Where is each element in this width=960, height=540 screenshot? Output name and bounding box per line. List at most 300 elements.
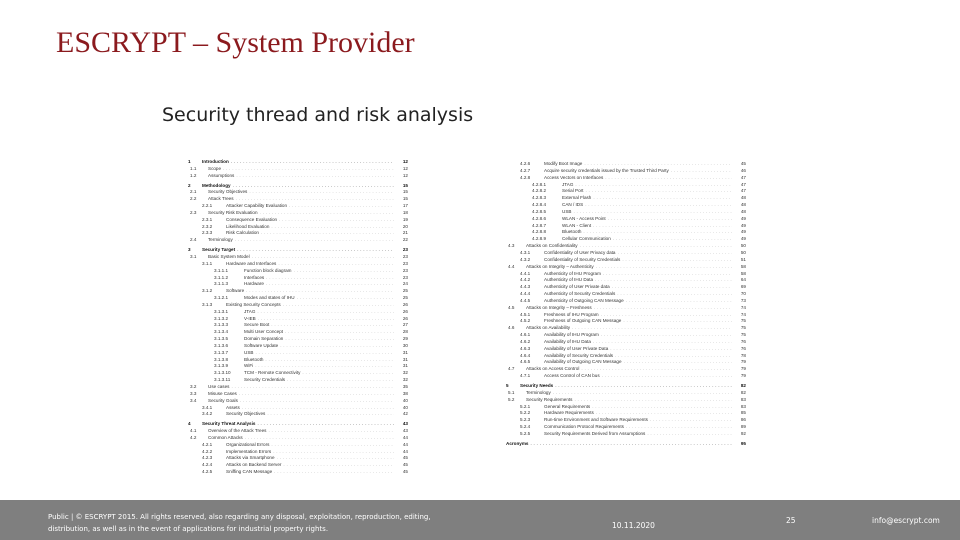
toc-entry-number: 4.2.8.3	[532, 195, 547, 201]
toc-entry-number: 4.6.3	[520, 345, 531, 351]
toc-entry-page: 86	[740, 417, 746, 423]
toc-entry	[188, 230, 408, 237]
toc-leader-dots	[580, 243, 732, 250]
toc-entry-number: 4.2.8.9	[532, 236, 547, 242]
toc-leader-dots	[274, 469, 394, 476]
toc-entry	[506, 318, 746, 325]
toc-leader-dots	[572, 325, 732, 332]
toc-entry-number: 4.2.5	[202, 469, 213, 475]
toc-entry-title: Availability of Security Credentials	[544, 352, 614, 358]
toc-leader-dots	[285, 336, 394, 343]
toc-entry-page: 30	[402, 342, 408, 348]
toc-entry-page: 75	[740, 332, 746, 338]
toc-entry-title: TCM - Remote Connectivity	[244, 370, 301, 376]
toc-entry-title: WiFi	[244, 363, 254, 369]
toc-entry	[188, 428, 408, 435]
toc-entry-number: 4.3	[508, 243, 515, 249]
toc-entry-title: Bluetooth	[562, 229, 582, 235]
toc-entry	[506, 332, 746, 339]
toc-entry-page: 29	[402, 336, 408, 342]
footer-legal-line-2: distribution, as well as in the event of applications for industrial property rights.	[48, 525, 329, 533]
toc-entry-title: Security Threat Analysis	[202, 421, 256, 427]
toc-entry-number: 3.1.3.9	[214, 363, 229, 369]
toc-entry-page: 49	[740, 222, 746, 228]
toc-entry	[188, 455, 408, 462]
toc-entry-number: 4.2.8.6	[532, 215, 547, 221]
footer-email: info@escrypt.com	[872, 516, 940, 525]
toc-entry-page: 12	[402, 159, 408, 164]
toc-leader-dots	[278, 261, 394, 268]
toc-leader-dots	[273, 449, 394, 456]
toc-entry	[506, 257, 746, 264]
toc-column-right	[506, 161, 746, 448]
toc-leader-dots	[271, 322, 394, 329]
toc-entry-page: 18	[402, 209, 408, 215]
toc-entry-page: 17	[402, 203, 408, 209]
toc-entry	[188, 261, 408, 268]
toc-entry-number: 2.1	[190, 189, 197, 195]
toc-entry	[188, 322, 408, 329]
toc-column-left	[188, 159, 408, 476]
toc-leader-dots	[245, 435, 394, 442]
toc-entry	[188, 435, 408, 442]
toc-entry-number: 2.2.1	[202, 203, 213, 209]
toc-entry-title: Confidentiality of User Privacy data	[544, 249, 616, 255]
toc-leader-dots	[237, 247, 394, 254]
toc-entry-page: 12	[402, 172, 408, 178]
toc-entry-number: 4.4.1	[520, 270, 531, 276]
toc-entry-page: 12	[402, 165, 408, 171]
toc-entry	[506, 298, 746, 305]
toc-entry	[506, 305, 746, 312]
toc-leader-dots	[285, 329, 394, 336]
toc-entry-number: 4.3.1	[520, 249, 531, 255]
toc-entry-page: 76	[740, 338, 746, 344]
toc-leader-dots	[603, 271, 732, 278]
toc-entry-title: Interfaces	[244, 274, 265, 280]
toc-entry-page: 82	[740, 383, 746, 388]
toc-entry-number: 4.2.8.8	[532, 229, 547, 235]
toc-entry	[506, 366, 746, 373]
toc-leader-dots	[223, 166, 394, 173]
toc-entry	[188, 295, 408, 302]
toc-entry	[506, 359, 746, 366]
toc-entry-page: 45	[402, 469, 408, 475]
slide-subtitle: Security thread and risk analysis	[162, 104, 474, 126]
toc-entry	[188, 343, 408, 350]
toc-entry-title: Authenticity of Security Credentials	[544, 291, 616, 297]
toc-entry	[188, 217, 408, 224]
toc-entry-title: USB	[562, 208, 572, 214]
toc-entry-number: 3.1.3.4	[214, 329, 229, 335]
toc-entry	[506, 291, 746, 298]
toc-entry-page: 70	[740, 291, 746, 297]
toc-entry-number: 4.2.4	[202, 462, 213, 468]
toc-entry	[188, 173, 408, 180]
toc-entry-title: Hardware Requirements	[544, 410, 594, 416]
toc-entry-page: 73	[740, 297, 746, 303]
toc-entry-number: 3	[188, 247, 191, 253]
toc-entry-number: 3.3	[190, 390, 197, 396]
toc-entry-title: Availability of User Private Data	[544, 345, 609, 351]
toc-entry-page: 58	[740, 263, 746, 269]
toc-entry	[188, 442, 408, 449]
toc-entry	[506, 202, 746, 209]
toc-entry-title: Scope	[208, 165, 222, 171]
toc-leader-dots	[257, 421, 394, 428]
toc-entry	[188, 268, 408, 275]
toc-entry-title: Risk Calculation	[226, 230, 259, 236]
toc-entry-page: 95	[740, 440, 746, 446]
toc-entry	[506, 168, 746, 175]
toc-leader-dots	[592, 404, 732, 411]
toc-leader-dots	[623, 318, 732, 325]
toc-leader-dots	[553, 390, 732, 397]
toc-entry-page: 83	[740, 403, 746, 409]
toc-entry-number: 2.3.3	[202, 230, 213, 236]
toc-entry-title: Multi User Concept	[244, 329, 284, 335]
toc-entry-number: 4	[188, 421, 191, 427]
toc-entry	[506, 325, 746, 332]
toc-entry	[506, 373, 746, 380]
toc-entry	[506, 410, 746, 417]
toc-entry	[506, 431, 746, 438]
toc-leader-dots	[593, 223, 732, 230]
toc-entry	[188, 411, 408, 418]
toc-entry-title: Overview of the Attack Trees	[208, 428, 267, 434]
toc-entry-page: 58	[740, 270, 746, 276]
toc-entry	[506, 312, 746, 319]
toc-entry-page: 82	[740, 389, 746, 395]
toc-entry-title: Secure Boot	[244, 322, 270, 328]
toc-leader-dots	[235, 237, 394, 244]
toc-entry-page: 31	[402, 349, 408, 355]
toc-leader-dots	[594, 305, 732, 312]
toc-entry	[188, 316, 408, 323]
toc-entry	[506, 243, 746, 250]
toc-entry-number: 3.1.3.1	[214, 308, 229, 314]
toc-entry	[506, 284, 746, 291]
toc-entry	[188, 370, 408, 377]
toc-entry	[188, 281, 408, 288]
toc-leader-dots	[260, 210, 394, 217]
toc-entry-number: 4.7.1	[520, 373, 531, 379]
toc-entry-number: 4.5	[508, 304, 515, 310]
toc-leader-dots	[289, 203, 394, 210]
toc-entry-number: 4.6	[508, 325, 515, 331]
toc-entry-page: 44	[402, 448, 408, 454]
toc-entry-number: 5.2.2	[520, 410, 531, 416]
toc-entry	[506, 441, 746, 448]
toc-entry-number: 2.3	[190, 209, 197, 215]
toc-entry-page: 83	[740, 396, 746, 402]
toc-entry	[188, 421, 408, 428]
toc-entry-page: 49	[740, 229, 746, 235]
toc-entry-title: Acronyms	[506, 440, 529, 446]
toc-leader-dots	[575, 182, 732, 189]
toc-entry-number: 2.3.2	[202, 223, 213, 229]
toc-leader-dots	[593, 195, 732, 202]
toc-entry	[188, 247, 408, 254]
toc-entry-number: 4.4	[508, 263, 515, 269]
toc-entry-page: 43	[402, 421, 408, 427]
toc-leader-dots	[236, 173, 394, 180]
toc-entry	[188, 166, 408, 173]
toc-entry-page: 79	[740, 359, 746, 365]
toc-leader-dots	[258, 316, 394, 323]
toc-entry-title: Security Goals	[208, 397, 238, 403]
toc-entry-page: 38	[402, 390, 408, 396]
footer-legal-line-1: Public | © ESCRYPT 2015. All rights reserved, also regarding any disposal, exploitation, reproduction, editing,	[48, 513, 431, 521]
toc-entry-number: 4.2.8	[520, 174, 531, 180]
toc-entry-page: 44	[402, 441, 408, 447]
toc-entry-title: Security Risk Evaluation	[208, 209, 258, 215]
toc-entry-page: 45	[740, 161, 746, 166]
toc-entry-title: USB	[244, 349, 254, 355]
toc-leader-dots	[585, 202, 732, 209]
toc-leader-dots	[265, 357, 394, 364]
toc-entry-title: Authenticity of IHU Program	[544, 270, 601, 276]
toc-entry-page: 75	[740, 318, 746, 324]
page-number: 25	[786, 516, 796, 525]
toc-entry-title: Existing Security Concepts	[226, 301, 281, 307]
toc-entry-page: 40	[402, 397, 408, 403]
toc-entry-page: 89	[740, 424, 746, 430]
toc-entry	[188, 405, 408, 412]
toc-entry-number: 3.1.3.10	[214, 370, 231, 376]
toc-entry-number: 3.1.1.1	[214, 267, 229, 273]
toc-entry-page: 40	[402, 404, 408, 410]
toc-entry-page: 24	[402, 281, 408, 287]
toc-leader-dots	[231, 159, 394, 166]
toc-entry	[506, 397, 746, 404]
toc-entry-number: 4.2.8.1	[532, 181, 547, 187]
toc-entry-number: 3.1.3.3	[214, 322, 229, 328]
toc-entry-title: V-IEB	[244, 315, 256, 321]
toc-leader-dots	[236, 196, 394, 203]
toc-leader-dots	[610, 346, 732, 353]
toc-entry-page: 74	[740, 304, 746, 310]
toc-leader-dots	[671, 168, 732, 175]
toc-leader-dots	[261, 230, 394, 237]
toc-entry-number: 3.1.2.1	[214, 295, 229, 301]
toc-entry-number: 2.3.1	[202, 216, 213, 222]
toc-entry-page: 85	[740, 410, 746, 416]
toc-entry-page: 42	[402, 411, 408, 417]
toc-leader-dots	[647, 431, 732, 438]
toc-entry-page: 47	[740, 174, 746, 180]
toc-entry-page: 75	[740, 325, 746, 331]
toc-entry	[188, 159, 408, 166]
toc-entry-page: 26	[402, 301, 408, 307]
toc-entry	[188, 254, 408, 261]
toc-leader-dots	[622, 257, 732, 264]
toc-entry	[506, 346, 746, 353]
toc-entry-page: 26	[402, 315, 408, 321]
toc-entry-page: 19	[402, 216, 408, 222]
toc-leader-dots	[601, 312, 732, 319]
toc-entry-number: 3.1	[190, 253, 197, 259]
toc-entry-number: 5.2.1	[520, 403, 531, 409]
toc-entry-number: 5.2	[508, 396, 515, 402]
toc-entry-title: Security Objectives	[208, 189, 248, 195]
toc-entry-page: 22	[402, 237, 408, 243]
toc-entry-page: 25	[402, 295, 408, 301]
toc-entry-title: Authenticity of Outgoing CAN Message	[544, 297, 624, 303]
toc-entry-title: General Requirements	[544, 403, 591, 409]
toc-entry-page: 23	[402, 274, 408, 280]
toc-entry-title: Security Needs	[520, 383, 554, 388]
toc-entry-title: Security Credentials	[244, 377, 286, 383]
toc-entry-page: 32	[402, 377, 408, 383]
toc-entry-number: 4.5.2	[520, 318, 531, 324]
toc-entry-title: Acquire security credentials issued by the Trusted Third Party	[544, 167, 669, 173]
toc-leader-dots	[650, 417, 732, 424]
toc-entry-page: 45	[402, 455, 408, 461]
toc-entry	[188, 449, 408, 456]
toc-entry	[188, 336, 408, 343]
toc-entry-page: 43	[402, 428, 408, 434]
toc-entry-title: Attacker Capability Evaluation	[226, 203, 288, 209]
toc-entry-title: Hardware	[244, 281, 264, 287]
toc-entry-page: 69	[740, 284, 746, 290]
toc-entry-title: Assumptions	[208, 172, 235, 178]
toc-entry	[506, 404, 746, 411]
toc-entry-number: 3.1.3.6	[214, 342, 229, 348]
toc-entry	[506, 223, 746, 230]
toc-entry	[506, 353, 746, 360]
toc-leader-dots	[581, 366, 732, 373]
toc-entry-title: Cellular Communication	[562, 236, 611, 242]
toc-entry-page: 20	[402, 223, 408, 229]
toc-leader-dots	[595, 277, 732, 284]
toc-entry	[188, 462, 408, 469]
toc-entry-title: Domain Separation	[244, 336, 284, 342]
toc-entry	[506, 236, 746, 243]
toc-leader-dots	[574, 397, 732, 404]
toc-leader-dots	[277, 455, 394, 462]
toc-leader-dots	[242, 405, 394, 412]
toc-entry-number: 4.2.8.7	[532, 222, 547, 228]
toc-entry-page: 50	[740, 243, 746, 249]
toc-entry-number: 4.6.4	[520, 352, 531, 358]
toc-leader-dots	[280, 343, 394, 350]
toc-entry-number: 3.1.3.2	[214, 315, 229, 321]
toc-entry-page: 48	[740, 202, 746, 208]
toc-entry-page: 45	[402, 462, 408, 468]
toc-entry-title: Security Target	[202, 247, 236, 253]
toc-entry-title: Security Requirements	[526, 396, 573, 402]
toc-entry-page: 23	[402, 247, 408, 253]
toc-entry-title: Attack Trees	[208, 196, 234, 202]
toc-entry-number: 4.2.7	[520, 167, 531, 173]
toc-leader-dots	[302, 370, 394, 377]
toc-leader-dots	[612, 284, 732, 291]
toc-entry-number: 2.2	[190, 196, 197, 202]
toc-entry-page: 15	[402, 182, 408, 188]
toc-leader-dots	[233, 183, 394, 190]
toc-entry-title: Communication Protocol Requirements	[544, 424, 624, 430]
toc-leader-dots	[240, 398, 394, 405]
toc-entry-title: Attacks on Integrity – Freshness	[526, 304, 592, 310]
toc-entry	[506, 175, 746, 182]
toc-entry-number: 4.4.2	[520, 277, 531, 283]
toc-entry	[188, 275, 408, 282]
toc-entry-number: 4.5.1	[520, 311, 531, 317]
toc-leader-dots	[624, 359, 732, 366]
toc-entry-number: 3.4.2	[202, 411, 213, 417]
toc-entry-title: Software Update	[244, 342, 279, 348]
toc-entry-title: Availability of IHU Data	[544, 338, 591, 344]
toc-leader-dots	[257, 309, 394, 316]
toc-entry-number: 4.2	[190, 434, 197, 440]
toc-entry-number: 2	[188, 182, 191, 188]
toc-entry-page: 23	[402, 267, 408, 273]
toc-entry-number: 4.4.5	[520, 297, 531, 303]
toc-entry	[506, 161, 746, 168]
toc-leader-dots	[297, 295, 394, 302]
toc-entry	[188, 189, 408, 196]
toc-entry	[188, 302, 408, 309]
toc-entry	[506, 182, 746, 189]
slide-title: ESCRYPT – System Provider	[56, 26, 415, 59]
toc-entry-page: 27	[402, 322, 408, 328]
toc-entry-title: WLAN - Access Point	[562, 215, 606, 221]
toc-entry-number: 1	[188, 159, 191, 164]
toc-entry-number: 3.1.3.7	[214, 349, 229, 355]
toc-entry	[188, 398, 408, 405]
toc-leader-dots	[255, 350, 394, 357]
toc-entry-number: 3.1.3.8	[214, 356, 229, 362]
toc-entry-page: 32	[402, 370, 408, 376]
toc-entry-page: 49	[740, 215, 746, 221]
toc-entry-number: 4.2.8.4	[532, 202, 547, 208]
toc-entry-page: 48	[740, 195, 746, 201]
toc-entry-number: 5.2.5	[520, 430, 531, 436]
toc-entry	[188, 203, 408, 210]
toc-entry-title: Assets	[226, 404, 240, 410]
footer-date: 10.11.2020	[612, 521, 655, 530]
toc-entry-number: 3.4	[190, 397, 197, 403]
toc-entry-number: 4.6.1	[520, 332, 531, 338]
toc-entry	[506, 383, 746, 390]
toc-leader-dots	[585, 188, 732, 195]
toc-entry-number: 4.6.5	[520, 359, 531, 365]
toc-entry-page: 26	[402, 308, 408, 314]
toc-leader-dots	[613, 236, 732, 243]
toc-entry	[506, 390, 746, 397]
toc-entry-title: Access Control of CAN bus	[544, 373, 600, 379]
toc-entry-title: JTAG	[244, 308, 256, 314]
toc-entry-number: 4.2.3	[202, 455, 213, 461]
toc-entry	[188, 469, 408, 476]
toc-entry-title: Freshness of Outgoing CAN Message	[544, 318, 622, 324]
toc-entry-title: Availability of IHU Program	[544, 332, 599, 338]
toc-entry-page: 76	[740, 345, 746, 351]
toc-entry-title: Function block diagram	[244, 267, 292, 273]
toc-entry-page: 64	[740, 277, 746, 283]
toc-leader-dots	[249, 189, 394, 196]
toc-entry-number: 3.2	[190, 384, 197, 389]
toc-entry-page: 49	[740, 236, 746, 242]
toc-entry	[188, 329, 408, 336]
toc-leader-dots	[271, 224, 394, 231]
toc-entry-page: 78	[740, 352, 746, 358]
toc-entry-title: Security Requirements Derived from Assumptions	[544, 430, 646, 436]
toc-entry-number: 3.1.3.11	[214, 377, 231, 383]
toc-entry-number: 4.2.2	[202, 448, 213, 454]
toc-entry-title: Modes and states of IHU	[244, 295, 295, 301]
